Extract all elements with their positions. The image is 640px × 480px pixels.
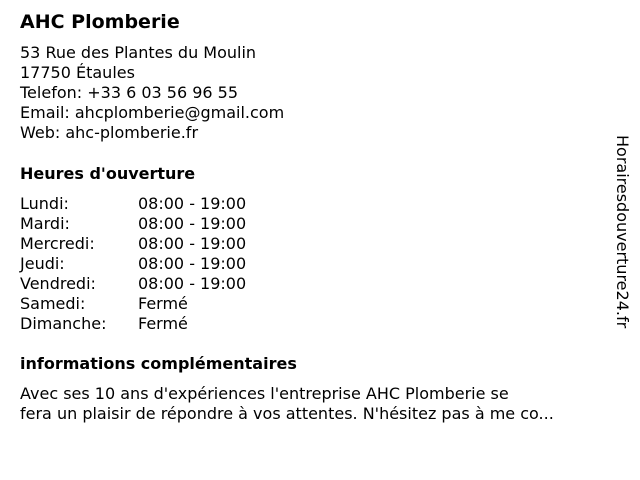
- hours-row: [20, 274, 246, 294]
- day-hours: 08:00 - 19:00: [138, 254, 247, 273]
- description-line: fera un plaisir de répondre à vos attentes. N'hésitez pas à me co...: [20, 404, 554, 423]
- day-label: Mercredi:: [20, 234, 95, 253]
- phone-line[interactable]: Telefon: +33 6 03 56 96 55: [20, 83, 239, 102]
- day-label: Mardi:: [20, 214, 70, 233]
- hours-table: [20, 194, 246, 334]
- hours-row: [20, 314, 246, 334]
- day-label: Jeudi:: [20, 254, 65, 273]
- info-heading: informations complémentaires: [20, 354, 297, 373]
- day-label: Samedi:: [20, 294, 86, 313]
- email-line[interactable]: Email: ahcplomberie@gmail.com: [20, 103, 285, 122]
- day-hours: 08:00 - 19:00: [138, 214, 247, 233]
- hours-row: [20, 214, 246, 234]
- street-address: 53 Rue des Plantes du Moulin: [20, 43, 257, 62]
- business-name: AHC Plomberie: [20, 11, 180, 33]
- web-line[interactable]: Web: ahc-plomberie.fr: [20, 123, 199, 142]
- day-label: Vendredi:: [20, 274, 96, 293]
- contact-block: [20, 43, 284, 143]
- day-label: Dimanche:: [20, 314, 107, 333]
- hours-heading: Heures d'ouverture: [20, 164, 196, 183]
- day-hours: Fermé: [138, 294, 188, 313]
- city-address: 17750 Étaules: [20, 63, 135, 82]
- day-hours: 08:00 - 19:00: [138, 234, 247, 253]
- day-label: Lundi:: [20, 194, 69, 213]
- description-line: Avec ses 10 ans d'expériences l'entreprise AHC Plomberie se: [20, 384, 509, 403]
- hours-row: [20, 234, 246, 254]
- day-hours: 08:00 - 19:00: [138, 274, 247, 293]
- site-brand-vertical: Horairesdouverture24.fr: [613, 135, 632, 329]
- day-hours: Fermé: [138, 314, 188, 333]
- hours-row: [20, 194, 246, 214]
- hours-row: [20, 254, 246, 274]
- hours-row: [20, 294, 246, 314]
- day-hours: 08:00 - 19:00: [138, 194, 247, 213]
- info-description: [20, 384, 610, 424]
